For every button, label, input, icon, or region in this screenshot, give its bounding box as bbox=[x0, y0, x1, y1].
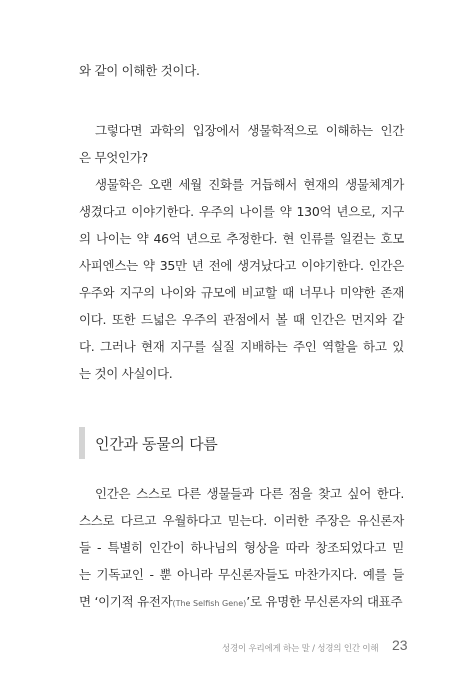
section-heading-block bbox=[79, 426, 217, 460]
intro-line: 와 같이 이해한 것이다. bbox=[79, 63, 200, 78]
paragraph-3-line-4: 는 기독교인 - 뿐 아니라 무신론자들도 마찬가지다. 예를 들 bbox=[79, 567, 404, 582]
paragraph-3-line-1: 인간은 스스로 다른 생물들과 다른 점을 찾고 싶어 한다. bbox=[95, 486, 404, 501]
paragraph-2-line-6: 이다. 또한 드넓은 우주의 관점에서 볼 때 인간은 먼지와 같 bbox=[79, 312, 404, 327]
paragraph-2-line-7: 다. 그러나 현재 지구를 실질 지배하는 주인 역할을 하고 있 bbox=[79, 339, 404, 354]
paragraph-1-line-1: 그렇다면 과학의 입장에서 생물학적으로 이해하는 인간 bbox=[95, 123, 404, 138]
paragraph-3-line-3: 들 - 특별히 인간이 하나님의 형상을 따라 창조되었다고 믿 bbox=[79, 540, 404, 555]
page-number: 23 bbox=[392, 637, 408, 653]
running-footer-title: 성경이 우리에게 하는 말 / 성경의 인간 이해 bbox=[222, 644, 379, 654]
paragraph-2-line-1: 생물학은 오랜 세월 진화를 거듭해서 현재의 생물체계가 bbox=[95, 177, 404, 192]
line-5-text-after: ’로 유명한 무신론자의 대표주 bbox=[246, 594, 403, 609]
paragraph-3-line-2: 스스로 다르고 우월하다고 믿는다. 이러한 주장은 유신론자 bbox=[79, 513, 404, 528]
heading-accent-bar bbox=[79, 427, 85, 459]
paragraph-3-line-5 bbox=[79, 594, 404, 612]
paragraph-2-line-3: 의 나이는 약 46억 년으로 추정한다. 현 인류를 일컫는 호모 bbox=[79, 231, 404, 246]
english-title-parenthetical: (The Selfish Gene) bbox=[172, 599, 247, 608]
paragraph-2-line-8: 는 것이 사실이다. bbox=[79, 366, 173, 381]
paragraph-2-line-2: 생겼다고 이야기한다. 우주의 나이를 약 130억 년으로, 지구 bbox=[79, 204, 404, 219]
paragraph-2-line-5: 우주와 지구의 나이와 규모에 비교할 때 너무나 미약한 존재 bbox=[79, 285, 404, 300]
paragraph-1-line-2: 은 무엇인가? bbox=[79, 150, 148, 165]
line-5-text-before: 면 ‘이기적 유전자 bbox=[79, 594, 173, 609]
section-heading: 인간과 동물의 다름 bbox=[95, 434, 218, 453]
paragraph-2-line-4: 사피엔스는 약 35만 년 전에 생겨났다고 이야기한다. 인간은 bbox=[79, 258, 404, 273]
